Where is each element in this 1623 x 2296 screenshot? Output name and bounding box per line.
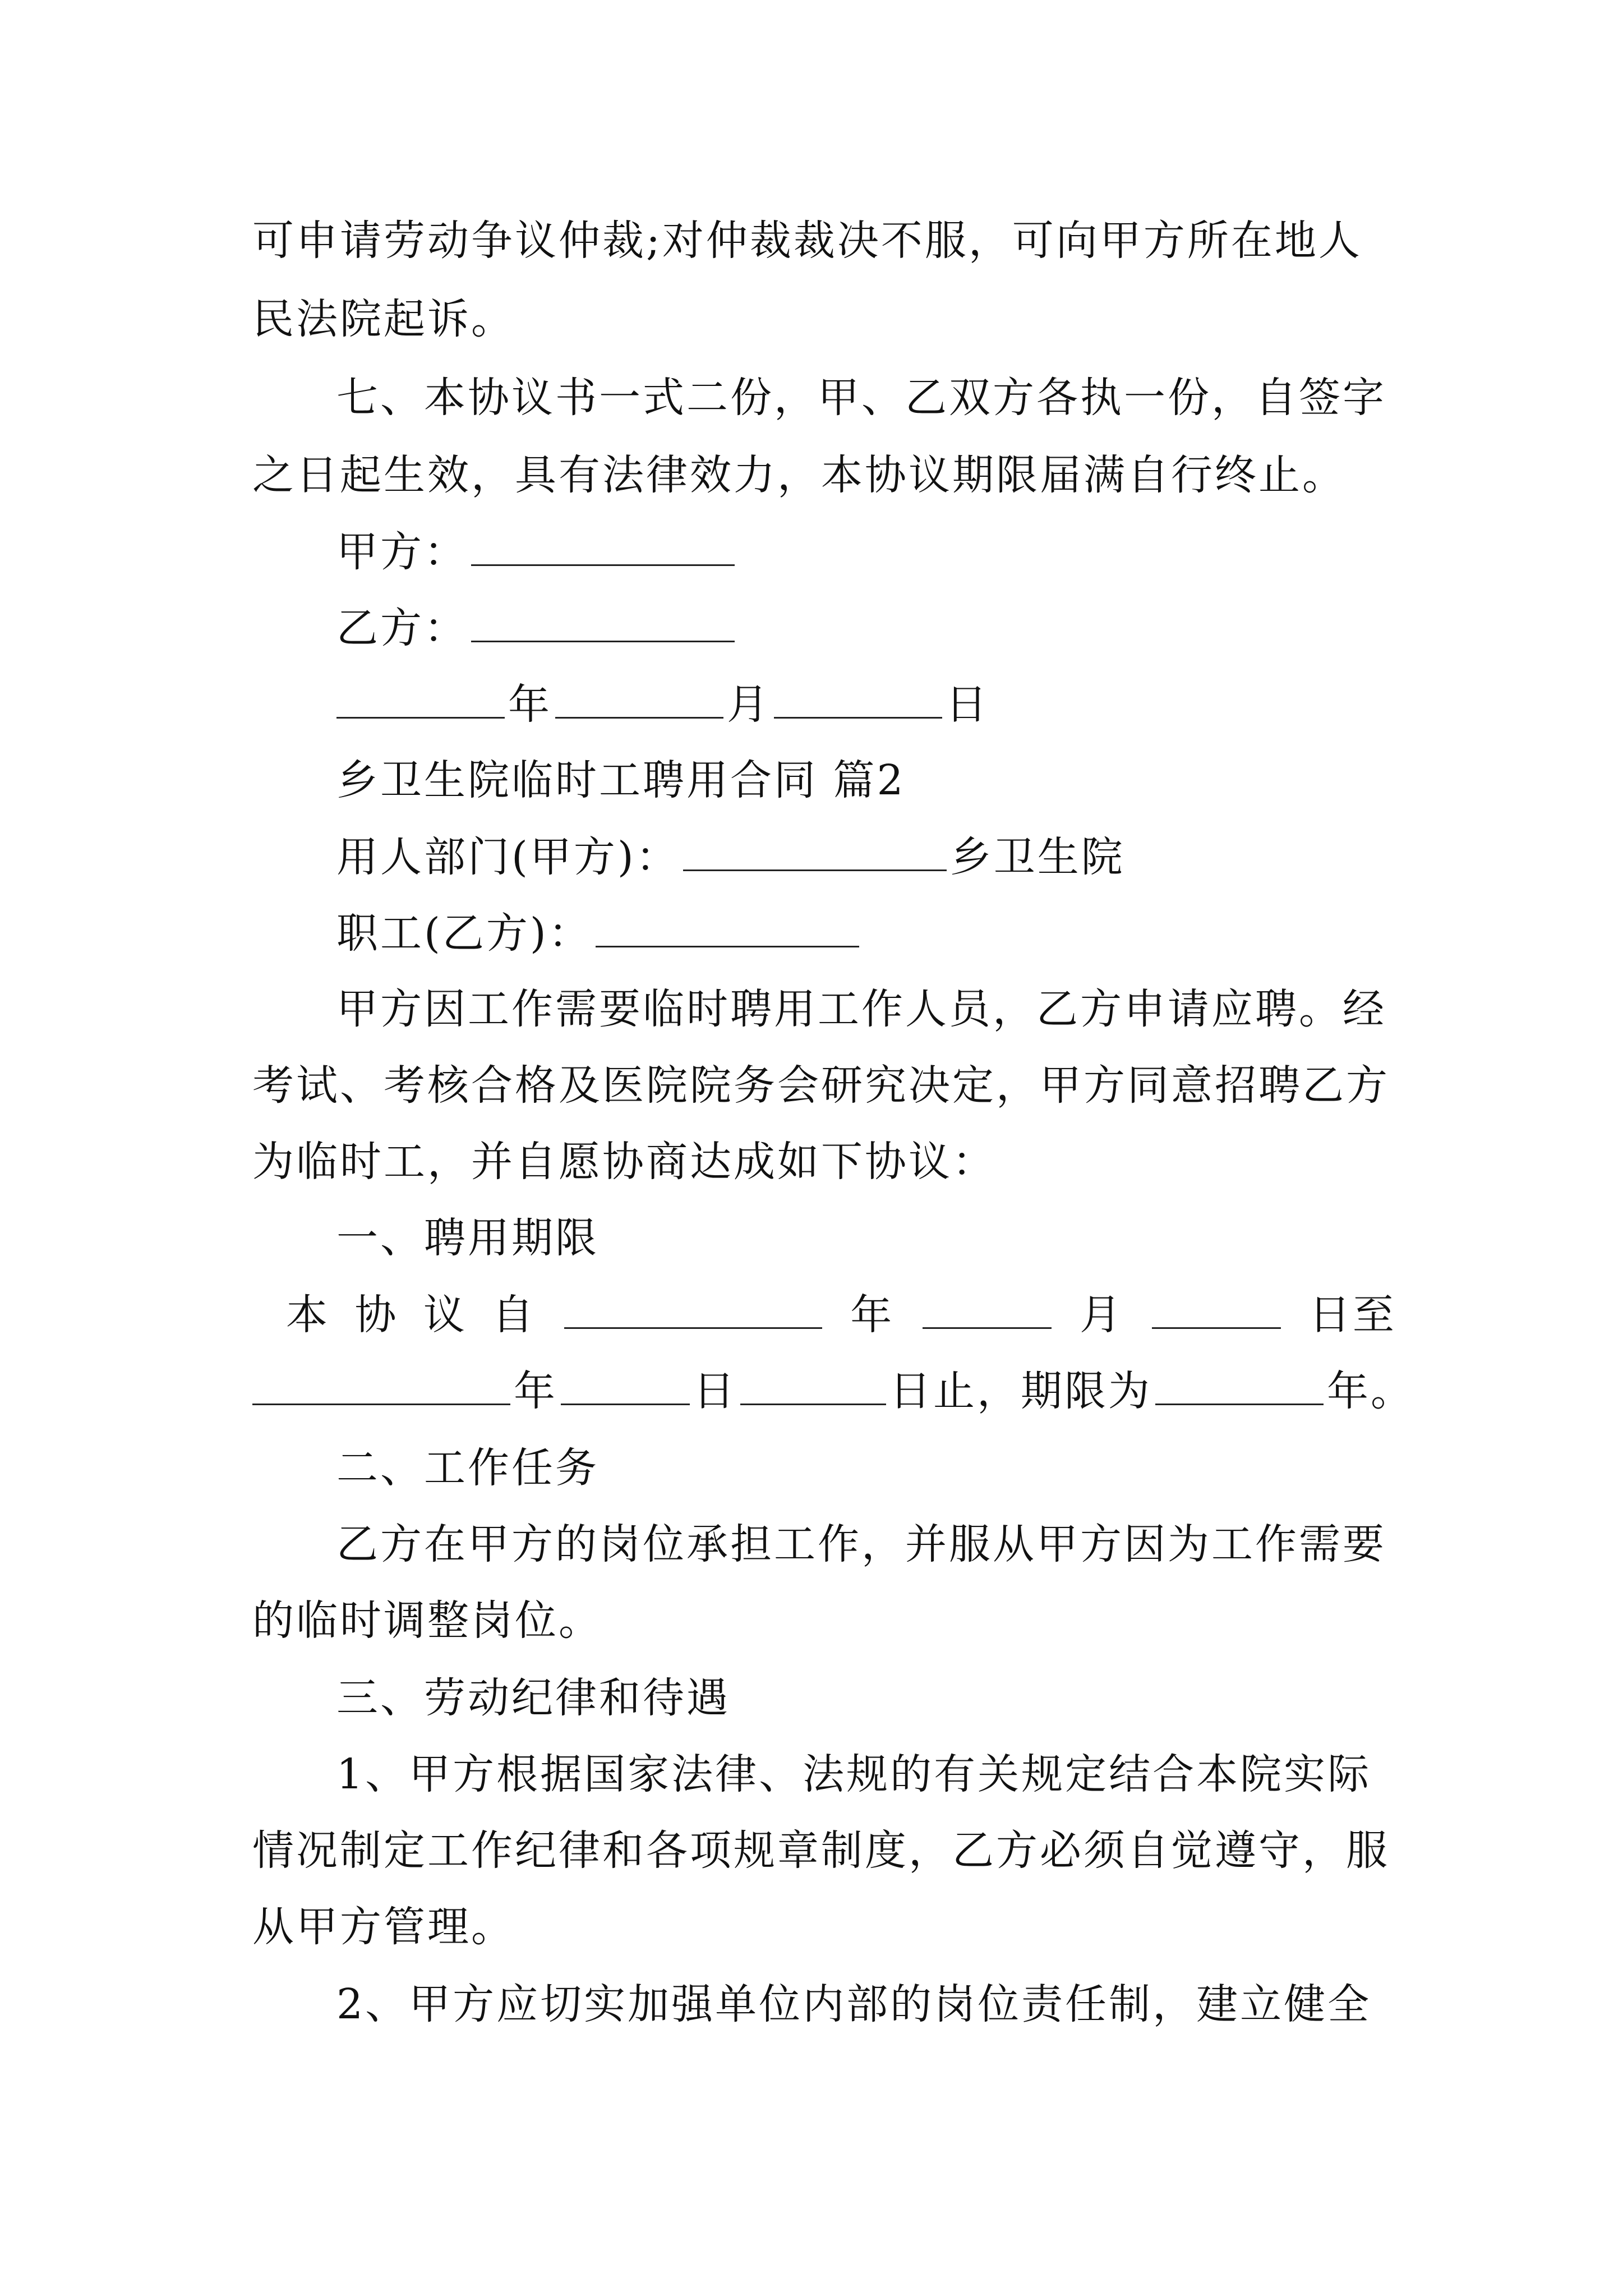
section-heading: 二、工作任务 xyxy=(336,1444,599,1492)
text-line: 2、甲方应切实加强单位内部的岗位责任制，建立健全 xyxy=(336,1980,1372,2028)
party-a-label: 甲方： xyxy=(336,528,468,576)
term-char: 协 xyxy=(354,1291,399,1339)
term-month: 月 xyxy=(1080,1291,1124,1339)
blank-field xyxy=(774,683,942,719)
blank-field xyxy=(596,912,859,947)
party-b-label: 乙方： xyxy=(336,604,468,652)
term-line xyxy=(252,1291,1402,1339)
blank-field xyxy=(336,683,505,719)
text-line: 乙方在甲方的岗位承担工作，并服从甲方因为工作需要 xyxy=(336,1520,1386,1568)
blank-field xyxy=(1152,1294,1281,1329)
date-line xyxy=(336,680,1486,729)
term2-year: 年 xyxy=(514,1367,557,1415)
blank-field xyxy=(564,1294,822,1329)
term-char: 本 xyxy=(286,1291,330,1339)
blank-field xyxy=(740,1370,886,1405)
text-line: 七、本协议书一式二份，甲、乙双方各执一份，自签字 xyxy=(336,374,1386,422)
blank-field xyxy=(683,836,947,871)
day-label: 日 xyxy=(946,680,989,729)
term2-day: 日 xyxy=(693,1367,737,1415)
term-year: 年 xyxy=(850,1291,895,1339)
text-line: 之日起生效，具有法律效力，本协议期限届满自行终止。 xyxy=(252,451,1346,499)
text-line: 1、甲方根据国家法律、法规的有关规定结合本院实际 xyxy=(336,1750,1372,1798)
blank-field xyxy=(923,1294,1052,1329)
text-line: 的临时调整岗位。 xyxy=(252,1596,602,1645)
blank-field xyxy=(561,1370,690,1405)
term-char: 自 xyxy=(492,1291,536,1339)
term2-end: 日止，期限为 xyxy=(889,1367,1152,1415)
year-label: 年 xyxy=(508,680,552,729)
text-line: 情况制定工作纪律和各项规章制度，乙方必须自觉遵守，服 xyxy=(252,1826,1390,1875)
blank-field xyxy=(471,607,735,642)
employer-line xyxy=(336,833,1486,881)
text-line: 从甲方管理。 xyxy=(252,1903,515,1951)
blank-field xyxy=(555,683,723,719)
employer-label: 用人部门(甲方)： xyxy=(336,833,680,881)
term2-year-end: 年。 xyxy=(1327,1367,1414,1415)
signature-line-party-b xyxy=(336,604,1486,652)
section-title: 乡卫生院临时工聘用合同 篇2 xyxy=(336,756,906,804)
section-heading: 一、聘用期限 xyxy=(336,1214,599,1262)
employee-line xyxy=(336,909,1486,958)
text-line: 民法院起诉。 xyxy=(252,295,515,343)
signature-line-party-a xyxy=(336,528,1486,576)
text-line: 为临时工，并自愿协商达成如下协议： xyxy=(252,1138,996,1186)
term-char: 议 xyxy=(423,1291,467,1339)
term-line-2 xyxy=(252,1367,1414,1415)
section-heading: 三、劳动纪律和待遇 xyxy=(336,1674,730,1722)
text-line: 可申请劳动争议仲裁;对仲裁裁决不服，可向甲方所在地人 xyxy=(252,217,1362,265)
text-line: 甲方因工作需要临时聘用工作人员，乙方申请应聘。经 xyxy=(336,985,1386,1033)
blank-field xyxy=(1155,1370,1324,1405)
employee-label: 职工(乙方)： xyxy=(336,909,592,958)
blank-field xyxy=(471,531,735,566)
term-to: 日至 xyxy=(1308,1291,1396,1339)
month-label: 月 xyxy=(727,680,771,729)
employer-suffix: 乡卫生院 xyxy=(949,833,1125,881)
blank-field xyxy=(252,1370,510,1405)
text-line: 考试、考核合格及医院院务会研究决定，甲方同意招聘乙方 xyxy=(252,1061,1390,1110)
